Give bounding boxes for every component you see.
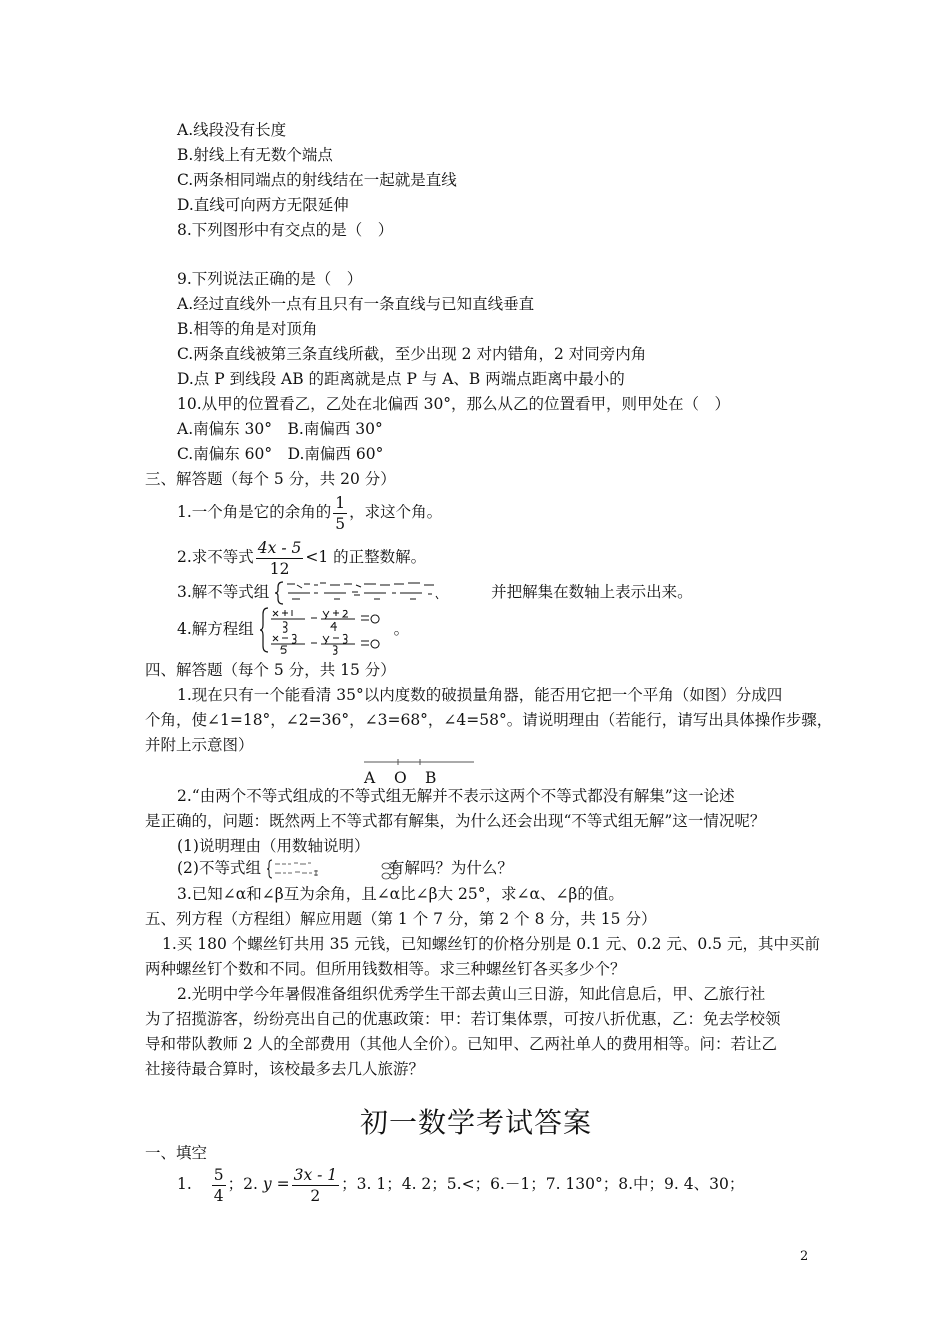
- fraction-denominator: 5: [335, 514, 346, 533]
- fraction-denominator: 4: [213, 1186, 224, 1205]
- answer-section-1-heading: 一、填空: [145, 1144, 208, 1162]
- s5-question-2-line-2: 为了招揽游客，纷纷亮出自己的优惠政策：甲：若订集体票，可按八折优惠，乙：免去学校领: [145, 1010, 781, 1028]
- s5-question-1-line-2: 两种螺丝钉个数和不同。但所用钱数相等。求三种螺丝钉各买多少个？: [145, 960, 626, 978]
- s5-question-2-line-3: 导和带队教师 2 人的全部费用（其他人全价）。已知甲、乙两社单人的费用相等。问：若让乙: [145, 1035, 777, 1053]
- s4q2-p2-text: (2)不等式组: [177, 859, 261, 877]
- s5-question-2-line-1: 2.光明中学今年暑假准备组织优秀学生干部去黄山三日游，知此信息后，甲、乙旅行社: [177, 985, 766, 1003]
- fraction-numerator: 3x - 1: [293, 1165, 338, 1184]
- s4q2-p2-text-end: 有解吗？为什么？: [388, 859, 513, 877]
- answer-2-y: y =: [262, 1175, 290, 1193]
- s4-question-1-line-2: 个角，使∠1=18°，∠2=36°，∠3=68°，∠4=58°。请说明理由（若能行，请写出具体操作步骤，: [145, 711, 833, 729]
- s3q4-text-end: 。: [393, 620, 410, 638]
- figure-label-a: A: [364, 769, 376, 787]
- fraction-answer-2: [292, 1165, 340, 1206]
- q9-option-c: C.两条直线被第三条直线所截，至少出现 2 对内错角，2 对同旁内角: [177, 345, 647, 363]
- answer-1-label: 1.: [177, 1175, 192, 1193]
- q7-option-a: A.线段没有长度: [177, 121, 287, 139]
- fraction-one-fifth: [333, 493, 347, 534]
- s4-question-2-part-2: [177, 856, 513, 880]
- s3q2-text-end: <1 的正整数解。: [305, 548, 427, 566]
- figure-label-o: O: [394, 769, 407, 787]
- s3q4-text: 4.解方程组: [177, 620, 254, 638]
- answer-title: 初一数学考试答案: [360, 1106, 593, 1139]
- fraction-numerator: 4x - 5: [257, 538, 302, 557]
- straight-angle-figure: [360, 758, 480, 768]
- answer-line-1: [177, 1163, 744, 1206]
- q7-option-d: D.直线可向两方无限延伸: [177, 196, 349, 214]
- page-number: 2: [800, 1249, 809, 1264]
- s3-question-2: [177, 537, 426, 579]
- fraction-denominator: 2: [310, 1186, 321, 1205]
- s4-question-1-line-1: 1.现在只有一个能看清 35°以内度数的破损量角器，能否用它把一个平角（如图）分成四: [177, 686, 783, 704]
- s3q1-text: 1.一个角是它的余角的: [177, 503, 332, 521]
- s3-question-3: [177, 577, 693, 607]
- s3q2-text: 2.求不等式: [177, 548, 254, 566]
- q10-options-cd: C.南偏东 60° D.南偏西 60°: [177, 445, 384, 463]
- answer-rest: ；3. 1；4. 2；5.<；6.－1；7. 130°；8.中；9. 4、30；: [341, 1175, 745, 1193]
- q7-option-c: C.两条相同端点的射线结在一起就是直线: [177, 171, 457, 189]
- fraction-five-fourths: [212, 1165, 226, 1206]
- s4-question-2-line-2: 是正确的，问题：既然两上不等式都有解集，为什么还会出现“不等式组无解”这一情况呢？: [145, 812, 766, 830]
- section-5-heading: 五、列方程（方程组）解应用题（第 1 个 7 分，第 2 个 8 分，共 15 分）: [145, 910, 657, 928]
- s3-question-4: [177, 604, 409, 655]
- s5-question-1-line-1: 1.买 180 个螺丝钉共用 35 元钱，已知螺丝钉的价格分别是 0.1 元、0.2 元、0.5 元，其中买前: [162, 935, 820, 953]
- figure-label-b: B: [425, 769, 437, 787]
- s4-question-2-part-1: (1)说明理由（用数轴说明）: [177, 837, 370, 855]
- s3q1-text-end: ，求这个角。: [349, 503, 443, 521]
- s5-question-2-line-4: 社接待最合算时，该校最多去几人旅游？: [145, 1060, 425, 1078]
- fraction-numerator: 5: [213, 1165, 224, 1184]
- s4-question-1-line-3: 并附上示意图）: [145, 736, 254, 754]
- question-8: 8.下列图形中有交点的是（ ）: [177, 221, 394, 239]
- q9-option-a: A.经过直线外一点有且只有一条直线与已知直线垂直: [177, 295, 535, 313]
- s3-question-1: [177, 492, 442, 534]
- question-10: 10.从甲的位置看乙，乙处在北偏西 30°，那么从乙的位置看甲，则甲处在（ ）: [177, 395, 731, 413]
- q9-option-b: B.相等的角是对顶角: [177, 320, 318, 338]
- q7-option-b: B.射线上有无数个端点: [177, 146, 333, 164]
- answer-2-label: ；2.: [227, 1175, 258, 1193]
- section-3-heading: 三、解答题（每个 5 分，共 20 分）: [145, 470, 396, 488]
- s3q3-text: 3.解不等式组: [177, 583, 270, 601]
- fraction-denominator: 12: [269, 559, 290, 578]
- inequality-system-image: [274, 580, 486, 606]
- fraction-inequality: [256, 538, 304, 579]
- question-9: 9.下列说法正确的是（ ）: [177, 270, 363, 288]
- s4-question-3: 3.已知∠α和∠β互为余角，且∠α比∠β大 25°，求∠α、∠β的值。: [177, 885, 624, 903]
- q10-options-ab: A.南偏东 30° B.南偏西 30°: [177, 420, 383, 438]
- section-4-heading: 四、解答题（每个 5 分，共 15 分）: [145, 661, 396, 679]
- s4-question-2-line-1: 2.“由两个不等式组成的不等式组无解并不表示这两个不等式都没有解集”这一论述: [177, 787, 735, 805]
- fraction-numerator: 1: [335, 493, 346, 512]
- s3q3-text-end: 并把解集在数轴上表示出来。: [491, 583, 693, 601]
- q9-option-d: D.点 P 到线段 AB 的距离就是点 P 与 A、B 两端点距离中最小的: [177, 370, 625, 388]
